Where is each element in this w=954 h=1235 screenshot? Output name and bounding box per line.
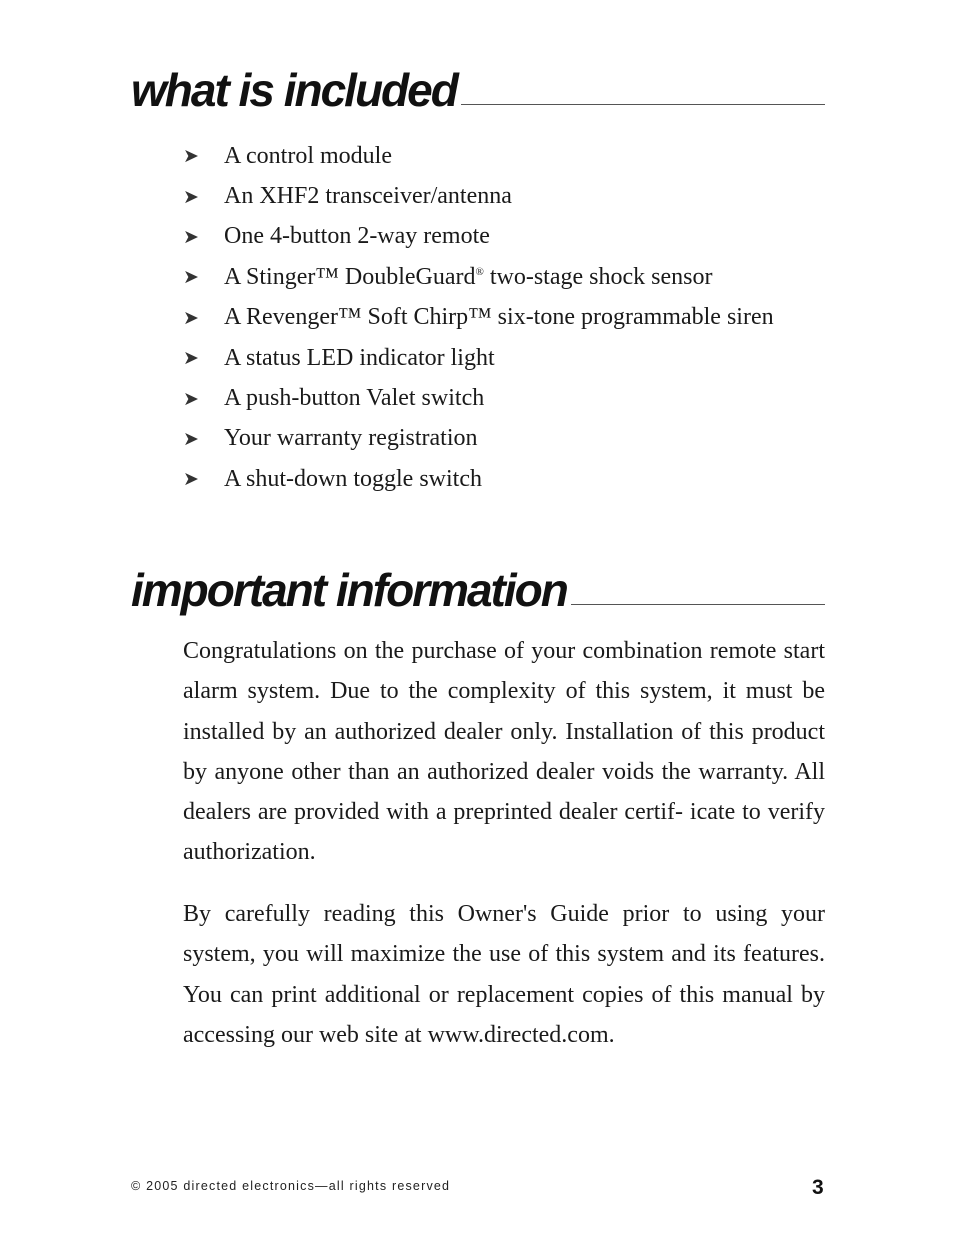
guide-paragraph-block [183,894,825,1055]
section-header-important-information [131,558,825,616]
list-item [183,298,774,338]
section-title: what is included [131,67,461,113]
arrow-bullet-icon: ➤ [183,185,199,208]
paragraph: By carefully reading this Owner's Guide prior to using your system, you will maximize the use of this system and its features. You can print additional or replacement copies of this manual by accessing our web site at www.directed.com. [183,901,825,1048]
list-item [183,378,774,418]
arrow-bullet-icon: ➤ [183,225,199,248]
list-item-text-main: A Stinger™ DoubleGuard [224,263,476,290]
intro-paragraph-block [183,631,825,873]
list-item-text: A shut-down toggle switch [224,465,482,492]
list-item-text: A control module [224,142,392,169]
list-item [183,338,774,378]
copyright-footer: © 2005 directed electronics—all rights reserved [131,1179,451,1193]
page-number: 3 [812,1176,824,1199]
list-item-text-tail: two-stage shock sensor [483,263,713,290]
list-item-text: A status LED indicator light [224,344,495,371]
paragraph: Congratulations on the purchase of your combination remote start alarm system. Due to the complexity of this system, it must be installed by an authorized dealer only. Installation of this product by anyone other than an authorized dealer voids the warranty. All dealers are provided with a preprinted dealer certif- icate to verify authorization. [183,638,825,866]
list-item-text: An XHF2 transceiver/antenna [224,183,512,210]
list-item [183,459,774,499]
arrow-bullet-icon: ➤ [183,427,199,450]
list-item-text [224,264,712,291]
list-item-text: One 4-button 2-way remote [224,223,490,250]
arrow-bullet-icon: ➤ [183,347,199,370]
registered-mark: ® [475,265,484,278]
list-item [183,257,774,297]
included-items-list [183,136,774,500]
arrow-bullet-icon: ➤ [183,468,199,491]
list-item-text: A push-button Valet switch [224,385,485,412]
arrow-bullet-icon: ➤ [183,306,199,329]
list-item [183,136,774,176]
section-header-what-is-included [131,58,825,116]
arrow-bullet-icon: ➤ [183,145,199,168]
arrow-bullet-icon: ➤ [183,387,199,410]
section-title: important information [131,567,571,613]
list-item [183,176,774,216]
list-item [183,217,774,257]
arrow-bullet-icon: ➤ [183,266,199,289]
list-item-text: Your warranty registration [224,425,478,452]
list-item [183,419,774,459]
list-item-text: A Revenger™ Soft Chirp™ six-tone programmable siren [224,304,774,331]
